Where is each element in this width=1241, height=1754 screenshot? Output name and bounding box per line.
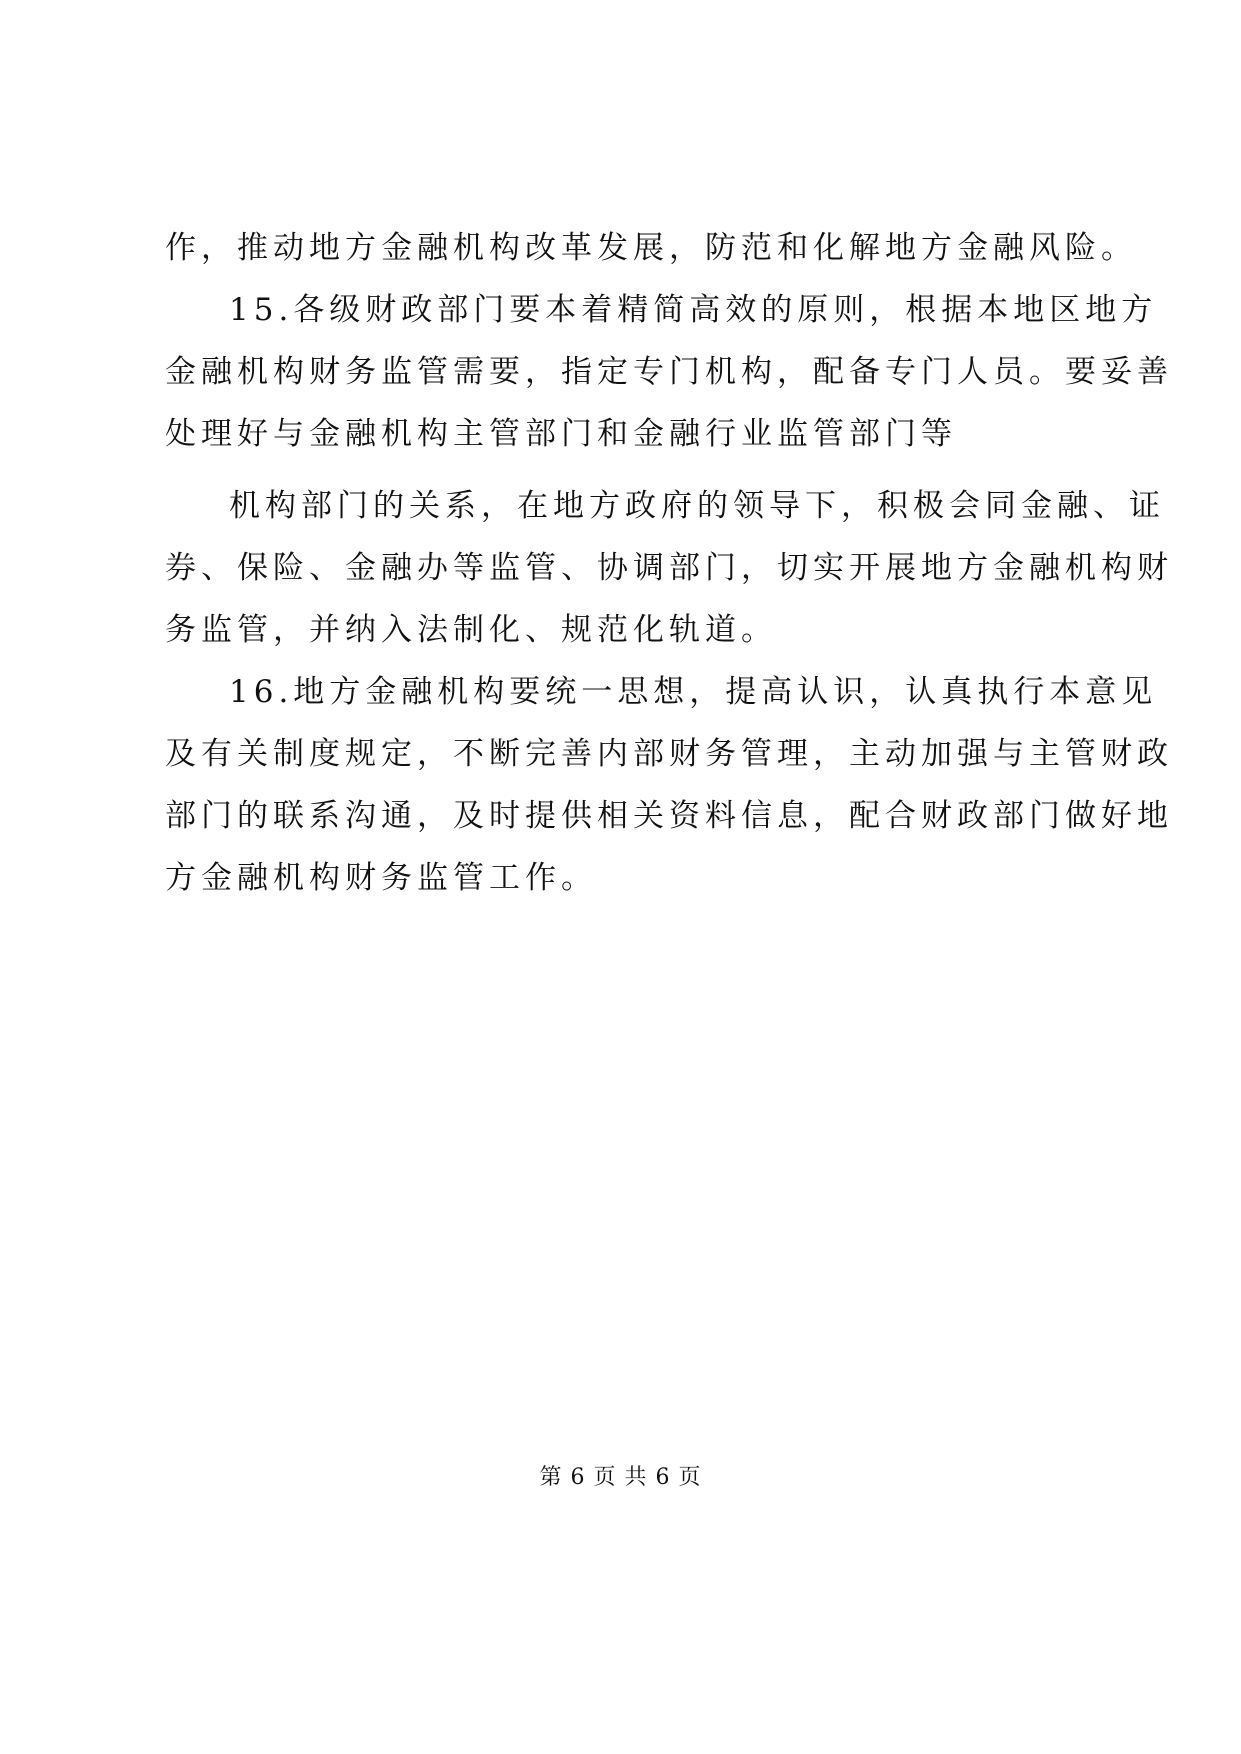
body-text-line: 处理好与金融机构主管部门和金融行业监管部门等	[165, 416, 957, 452]
body-text-line: 15.各级财政部门要本着精简高效的原则，根据本地区地方	[229, 292, 1158, 328]
body-text-line: 机构部门的关系，在地方政府的领导下，积极会同金融、证	[229, 488, 1165, 524]
body-text-line: 金融机构财务监管需要，指定专门机构，配备专门人员。要妥善	[165, 354, 1173, 390]
body-text-line: 方金融机构财务监管工作。	[165, 860, 597, 896]
body-text-line: 及有关制度规定，不断完善内部财务管理，主动加强与主管财政	[165, 736, 1173, 772]
body-text-line: 券、保险、金融办等监管、协调部门，切实开展地方金融机构财	[165, 550, 1173, 586]
body-text-line: 16.地方金融机构要统一思想，提高认识，认真执行本意见	[229, 674, 1158, 710]
page-footer: 第 6 页 共 6 页	[539, 1465, 702, 1490]
body-text-line: 部门的联系沟通，及时提供相关资料信息，配合财政部门做好地	[165, 798, 1173, 834]
body-text-line: 作，推动地方金融机构改革发展，防范和化解地方金融风险。	[165, 230, 1137, 266]
body-text-line: 务监管，并纳入法制化、规范化轨道。	[165, 612, 777, 648]
